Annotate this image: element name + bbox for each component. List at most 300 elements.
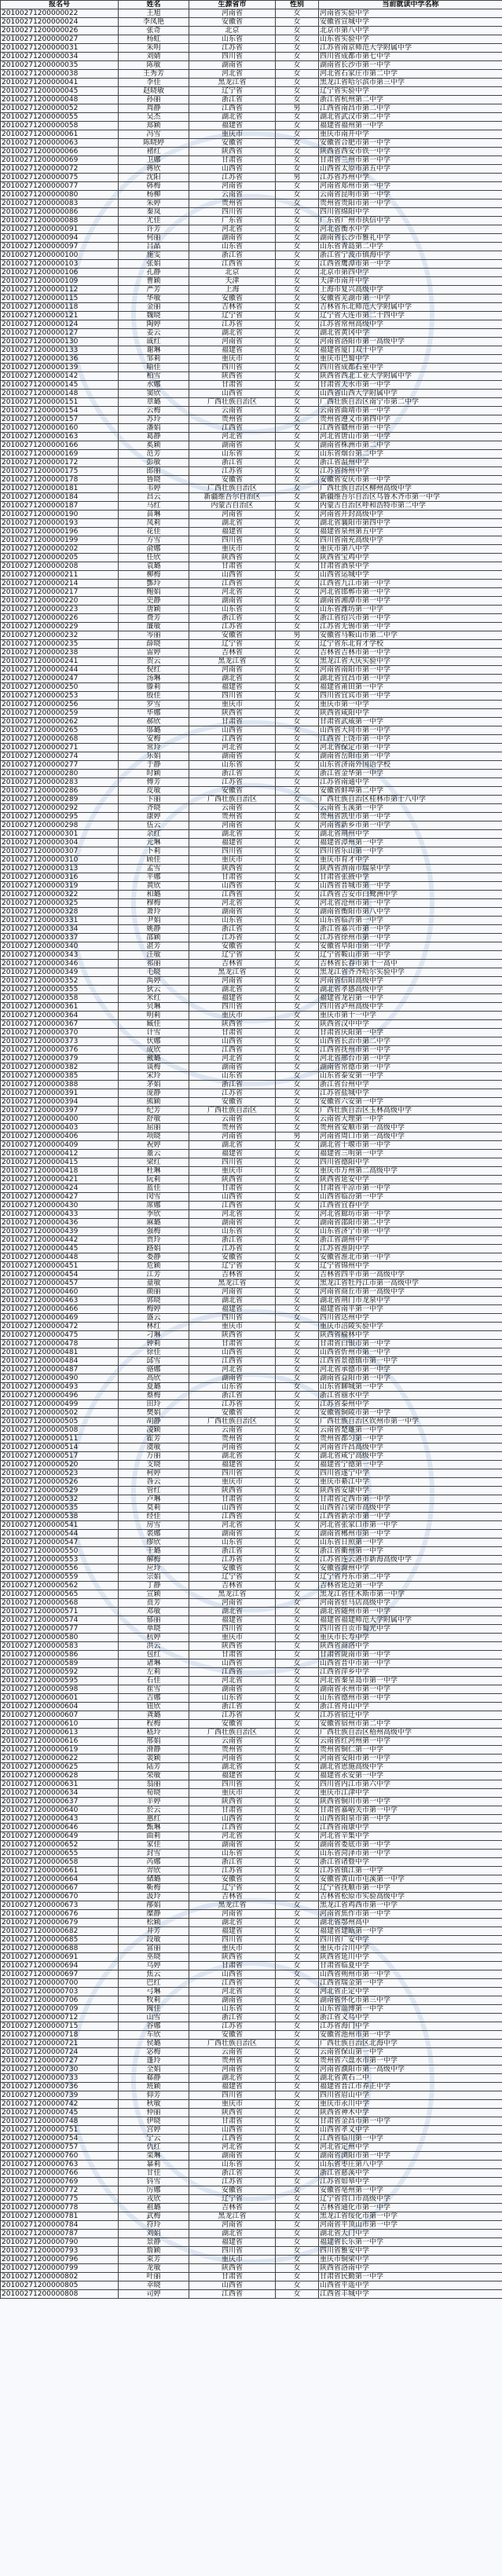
registration-number-cell: 20100271200000202 [1, 545, 119, 554]
gender-cell: 女 [276, 675, 319, 683]
current-school-cell: 四川省雅安中学 [319, 2247, 502, 2256]
student-name-cell: 水娜 [119, 381, 189, 390]
gender-cell: 女 [276, 303, 319, 312]
gender-cell: 女 [276, 640, 319, 649]
origin-province-cell: 辽宁省 [189, 87, 276, 96]
origin-province-cell: 江苏省 [189, 467, 276, 476]
current-school-cell: 贵州省都匀第一中学 [319, 1435, 502, 1444]
table-row [1, 752, 502, 761]
table-row [1, 1875, 502, 1884]
student-name-cell: 奚颖 [119, 441, 189, 450]
table-row [1, 1798, 502, 1806]
registration-number-cell: 20100271200000760 [1, 2152, 119, 2161]
table-row [1, 614, 502, 623]
origin-province-cell: 重庆市 [189, 545, 276, 554]
registration-number-cell: 20100271200000163 [1, 433, 119, 441]
current-school-cell: 四川省泸州高级中学 [319, 1003, 502, 1012]
current-school-cell: 四川省广安中学 [319, 1936, 502, 1945]
current-school-cell: 陕西省铜川市第一中学 [319, 1798, 502, 1806]
origin-province-cell: 安徽省 [189, 18, 276, 27]
origin-province-cell: 陕西省 [189, 1176, 276, 1184]
origin-province-cell: 江苏省 [189, 1400, 276, 1409]
origin-province-cell: 辽宁省 [189, 2195, 276, 2204]
table-row [1, 2161, 502, 2169]
gender-cell: 女 [276, 709, 319, 718]
registration-number-cell: 20100271200000727 [1, 2057, 119, 2066]
table-row [1, 2022, 502, 2031]
table-row [1, 1970, 502, 1979]
table-row [1, 1953, 502, 1962]
table-row [1, 718, 502, 726]
origin-province-cell: 辽宁省 [189, 312, 276, 320]
student-name-cell: 郎丽 [119, 467, 189, 476]
origin-province-cell: 福建省 [189, 1461, 276, 1469]
student-name-cell: 井芳 [119, 1927, 189, 1936]
gender-cell: 女 [276, 2212, 319, 2221]
student-name-cell: 常玲 [119, 744, 189, 752]
student-name-cell: 石佳 [119, 1677, 189, 1685]
student-name-cell: 邹莉 [119, 355, 189, 364]
gender-cell: 女 [276, 528, 319, 536]
gender-cell: 女 [276, 1590, 319, 1599]
student-name-cell: 萧玲 [119, 908, 189, 917]
origin-province-cell: 云南省 [189, 2048, 276, 2057]
registration-number-cell: 20100271200000220 [1, 597, 119, 606]
student-name-cell: 王旭 [119, 9, 189, 18]
gender-cell: 女 [276, 1452, 319, 1461]
origin-province-cell: 甘肃省 [189, 1962, 276, 1970]
registration-number-cell: 20100271200000433 [1, 1210, 119, 1219]
table-row [1, 1426, 502, 1435]
student-name-cell: 卜莉 [119, 847, 189, 856]
registration-number-cell: 20100271200000063 [1, 139, 119, 148]
gender-cell: 女 [276, 1176, 319, 1184]
registration-number-cell: 20100271200000607 [1, 1711, 119, 1720]
gender-cell: 女 [276, 1288, 319, 1297]
table-row [1, 692, 502, 701]
current-school-cell: 四川省德阳中学 [319, 1158, 502, 1167]
gender-cell: 女 [276, 338, 319, 346]
student-name-cell: 殷佳 [119, 692, 189, 701]
gender-cell: 女 [276, 1780, 319, 1789]
current-school-cell: 湖北省咸宁高级中学 [319, 1452, 502, 1461]
registration-number-cell: 20100271200000035 [1, 61, 119, 70]
table-row [1, 433, 502, 441]
table-row [1, 2221, 502, 2230]
student-name-cell: 邱雪 [119, 1357, 189, 1366]
current-school-cell: 四川省自贡市蜀光中学 [319, 1625, 502, 1634]
current-school-cell: 江苏省连云港市新海高级中学 [319, 1556, 502, 1564]
student-name-cell: 钟莉 [119, 1340, 189, 1348]
table-row [1, 1141, 502, 1150]
student-name-cell: 乌婷 [119, 1962, 189, 1970]
table-row [1, 1253, 502, 1262]
table-row [1, 839, 502, 847]
registration-number-cell: 20100271200000022 [1, 9, 119, 18]
table-row [1, 1115, 502, 1124]
registration-number-cell: 20100271200000775 [1, 2195, 119, 2204]
current-school-cell: 山东省济宁市第一中学 [319, 1228, 502, 1236]
table-row [1, 459, 502, 467]
table-row [1, 2273, 502, 2281]
gender-cell: 女 [276, 1539, 319, 1547]
registration-number-cell: 20100271200000045 [1, 87, 119, 96]
origin-province-cell: 浙江省 [189, 1858, 276, 1867]
origin-province-cell: 陕西省 [189, 1020, 276, 1029]
gender-cell: 女 [276, 1279, 319, 1288]
gender-cell: 女 [276, 2178, 319, 2186]
table-row [1, 381, 502, 390]
current-school-cell: 辽宁省丹东市第二中学 [319, 1573, 502, 1582]
gender-cell: 女 [276, 53, 319, 61]
gender-cell: 女 [276, 1573, 319, 1582]
gender-cell: 女 [276, 1029, 319, 1037]
registration-number-cell: 20100271200000421 [1, 1176, 119, 1184]
registration-number-cell: 20100271200000655 [1, 1850, 119, 1858]
gender-cell: 女 [276, 459, 319, 467]
origin-province-cell: 山东省 [189, 1072, 276, 1081]
current-school-cell: 辽宁省东北育才学校 [319, 640, 502, 649]
gender-cell: 女 [276, 1867, 319, 1875]
origin-province-cell: 江西省 [189, 260, 276, 269]
gender-cell: 女 [276, 1305, 319, 1314]
registration-number-cell: 20100271200000697 [1, 1970, 119, 1979]
current-school-cell: 江西省抚州市第一中学 [319, 1046, 502, 1055]
gender-cell: 女 [276, 1996, 319, 2005]
origin-province-cell: 河北省 [189, 899, 276, 908]
table-row [1, 821, 502, 830]
table-row [1, 1314, 502, 1323]
registration-number-cell: 20100271200000175 [1, 467, 119, 476]
student-name-cell: 符玲 [119, 2221, 189, 2230]
origin-province-cell: 吉林省 [189, 960, 276, 968]
origin-province-cell: 陕西省 [189, 2109, 276, 2117]
gender-cell: 女 [276, 588, 319, 597]
table-row [1, 1789, 502, 1798]
table-row [1, 960, 502, 968]
current-school-cell: 河北省正定中学 [319, 1988, 502, 1996]
gender-cell: 女 [276, 1348, 319, 1357]
table-row [1, 165, 502, 174]
registration-number-cell: 20100271200000568 [1, 1599, 119, 1608]
current-school-cell: 广西壮族自治区南宁市第二中学 [319, 398, 502, 407]
gender-cell: 男 [276, 631, 319, 640]
student-name-cell: 邓敏 [119, 1608, 189, 1616]
origin-province-cell: 甘肃省 [189, 718, 276, 726]
table-row [1, 1444, 502, 1452]
registration-number-cell: 20100271200000670 [1, 1893, 119, 1901]
table-row [1, 1893, 502, 1901]
table-row [1, 2212, 502, 2221]
current-school-cell: 江西省九江市第一中学 [319, 580, 502, 588]
registration-number-cell: 20100271200000451 [1, 1262, 119, 1271]
gender-cell: 男 [276, 174, 319, 182]
registration-number-cell: 20100271200000091 [1, 225, 119, 234]
current-school-cell: 云南省昆明市第一中学 [319, 191, 502, 199]
gender-cell: 女 [276, 1331, 319, 1340]
table-row [1, 709, 502, 718]
registration-number-cell: 20100271200000685 [1, 1936, 119, 1945]
origin-province-cell: 湖北省 [189, 113, 276, 122]
table-row [1, 2256, 502, 2264]
current-school-cell: 河北省衡水中学 [319, 225, 502, 234]
registration-number-cell: 20100271200000235 [1, 640, 119, 649]
table-row [1, 1210, 502, 1219]
student-name-cell: 梁红 [119, 1158, 189, 1167]
current-school-cell: 山东省日照第一中学 [319, 1539, 502, 1547]
table-row [1, 519, 502, 528]
student-name-cell: 席娜 [119, 1202, 189, 1210]
gender-cell: 女 [276, 199, 319, 208]
origin-province-cell: 重庆市 [189, 2256, 276, 2264]
origin-province-cell: 山西省 [189, 165, 276, 174]
table-row [1, 2143, 502, 2152]
registration-number-cell: 20100271200000256 [1, 701, 119, 709]
table-row [1, 1089, 502, 1098]
registration-number-cell: 20100271200000298 [1, 821, 119, 830]
table-row [1, 2186, 502, 2195]
current-school-cell: 四川省乐山第一中学 [319, 847, 502, 856]
table-row [1, 1297, 502, 1305]
table-row [1, 104, 502, 113]
table-row [1, 1435, 502, 1444]
table-row [1, 1461, 502, 1469]
table-row [1, 18, 502, 27]
student-name-cell: 安梅 [119, 735, 189, 744]
registration-number-cell: 20100271200000304 [1, 839, 119, 847]
registration-number-cell: 20100271200000400 [1, 1115, 119, 1124]
current-school-cell: 湖北省武汉市第二中学 [319, 113, 502, 122]
origin-province-cell: 河南省 [189, 1132, 276, 1141]
current-school-cell: 福建省厦门双十中学 [319, 346, 502, 355]
table-row [1, 364, 502, 372]
registration-number-cell: 20100271200000598 [1, 1685, 119, 1694]
origin-province-cell: 浙江省 [189, 925, 276, 934]
registration-number-cell: 20100271200000610 [1, 1720, 119, 1729]
current-school-cell: 湖北省恩施高级中学 [319, 1763, 502, 1772]
registration-number-cell: 20100271200000086 [1, 208, 119, 217]
registration-number-cell: 20100271200000217 [1, 588, 119, 597]
gender-cell: 女 [276, 1409, 319, 1418]
gender-cell: 女 [276, 925, 319, 934]
student-name-cell: 冯雪 [119, 130, 189, 139]
current-school-cell: 湖南省湘潭市第一中学 [319, 597, 502, 606]
current-school-cell: 湖南省邵阳市第二中学 [319, 1219, 502, 1228]
registration-number-cell: 20100271200000487 [1, 1366, 119, 1374]
current-school-cell: 安徽省黄山市屯溪第一中学 [319, 1875, 502, 1884]
table-row [1, 1867, 502, 1875]
current-school-cell: 四川省成都石室中学 [319, 364, 502, 372]
gender-cell: 女 [276, 1107, 319, 1115]
student-name-cell: 李凤艳 [119, 18, 189, 27]
table-row [1, 502, 502, 510]
student-name-cell: 车欣 [119, 2031, 189, 2040]
gender-cell: 女 [276, 778, 319, 787]
table-row [1, 735, 502, 744]
student-name-cell: 宓梅 [119, 2048, 189, 2057]
student-name-cell: 钮欣 [119, 1703, 189, 1711]
gender-cell: 女 [276, 1547, 319, 1556]
origin-province-cell: 新疆维吾尔自治区 [189, 493, 276, 502]
gender-cell: 女 [276, 899, 319, 908]
current-school-cell: 河北省沧州市第一中学 [319, 899, 502, 908]
registration-number-cell: 20100271200000325 [1, 899, 119, 908]
current-school-cell: 北京市第八中学 [319, 27, 502, 35]
gender-cell: 女 [276, 847, 319, 856]
current-school-cell: 安徽省淮北市第一中学 [319, 1253, 502, 1262]
origin-province-cell: 贵州省 [189, 2057, 276, 2066]
gender-cell: 女 [276, 2040, 319, 2048]
registration-number-cell: 20100271200000301 [1, 830, 119, 839]
current-school-cell: 甘肃省定西市第一中学 [319, 1495, 502, 1504]
table-row [1, 467, 502, 476]
student-name-cell: 贲芳 [119, 1599, 189, 1608]
student-name-cell: 家佳 [119, 1841, 189, 1850]
table-row [1, 891, 502, 899]
registration-number-cell: 20100271200000772 [1, 2186, 119, 2195]
gender-cell: 女 [276, 2126, 319, 2135]
table-row [1, 554, 502, 562]
table-row [1, 744, 502, 752]
registration-number-cell: 20100271200000262 [1, 718, 119, 726]
origin-province-cell: 湖南省 [189, 1685, 276, 1694]
student-name-cell: 骆娜 [119, 1366, 189, 1374]
registration-number-cell: 20100271200000538 [1, 1513, 119, 1521]
origin-province-cell: 山西省 [189, 1659, 276, 1668]
table-row [1, 277, 502, 286]
student-name-cell: 岑丽 [119, 631, 189, 640]
current-school-cell: 河北省秦皇岛市第一中学 [319, 1677, 502, 1685]
current-school-cell: 福建省龙岩第一中学 [319, 994, 502, 1003]
current-school-cell: 河南省驻马店高级中学 [319, 1599, 502, 1608]
gender-cell: 女 [276, 1521, 319, 1530]
current-school-cell: 江西省宜春中学 [319, 1202, 502, 1210]
origin-province-cell: 四川省 [189, 692, 276, 701]
registration-number-cell: 20100271200000106 [1, 269, 119, 277]
student-name-cell: 荀晓 [119, 1789, 189, 1798]
current-school-cell: 福建省建瓯第一中学 [319, 1927, 502, 1936]
origin-province-cell: 河南省 [189, 1444, 276, 1452]
table-row [1, 597, 502, 606]
origin-province-cell: 河南省 [189, 2221, 276, 2230]
student-name-cell: 顾佳 [119, 856, 189, 865]
registration-number-cell: 20100271200000370 [1, 1029, 119, 1037]
origin-province-cell: 甘肃省 [189, 156, 276, 165]
current-school-cell: 河北省廊坊市第一中学 [319, 1210, 502, 1219]
gender-cell: 女 [276, 735, 319, 744]
current-school-cell: 重庆市巴蜀中学 [319, 355, 502, 364]
table-row [1, 1487, 502, 1495]
student-name-cell: 班颖 [119, 2083, 189, 2091]
student-name-cell: 支晓 [119, 1461, 189, 1469]
current-school-cell: 河北省邯郸市第一中学 [319, 588, 502, 597]
student-name-cell: 范芳 [119, 450, 189, 459]
registration-number-cell: 20100271200000658 [1, 1858, 119, 1867]
current-school-cell: 河南省平顶山市第一中学 [319, 2221, 502, 2230]
gender-cell: 女 [276, 1063, 319, 1072]
current-school-cell: 湖北省襄阳市第四中学 [319, 519, 502, 528]
table-row [1, 260, 502, 269]
registration-number-cell: 20100271200000097 [1, 243, 119, 251]
student-name-cell: 幸晓 [119, 2281, 189, 2290]
origin-province-cell: 山西省 [189, 1193, 276, 1202]
current-school-cell: 湖南省娄底市第一中学 [319, 1841, 502, 1850]
table-row [1, 2264, 502, 2273]
table-row [1, 1780, 502, 1789]
student-name-cell: 滕莉 [119, 683, 189, 692]
gender-cell: 女 [276, 1098, 319, 1107]
table-row [1, 1202, 502, 1210]
table-row [1, 726, 502, 735]
table-row [1, 1824, 502, 1832]
student-name-cell: 仲丽 [119, 2109, 189, 2117]
table-row [1, 1988, 502, 1996]
origin-province-cell: 黑龙江省 [189, 1590, 276, 1599]
student-name-cell: 凌颖 [119, 1426, 189, 1435]
gender-cell: 女 [276, 1245, 319, 1253]
table-row [1, 666, 502, 675]
origin-province-cell: 江西省 [189, 1202, 276, 1210]
current-school-cell: 安徽省池州市第一中学 [319, 2031, 502, 2040]
student-name-cell: 柳梅 [119, 571, 189, 580]
table-row [1, 1150, 502, 1158]
student-name-cell: 韩梅 [119, 182, 189, 191]
origin-province-cell: 四川省 [189, 364, 276, 372]
gender-cell: 女 [276, 390, 319, 398]
registration-number-cell: 20100271200000072 [1, 165, 119, 174]
gender-cell: 女 [276, 1988, 319, 1996]
gender-cell: 女 [276, 623, 319, 631]
student-name-cell: 孔静 [119, 269, 189, 277]
current-school-cell: 内蒙古自治区呼和浩特市第二中学 [319, 502, 502, 510]
origin-province-cell: 福建省 [189, 2083, 276, 2091]
origin-province-cell: 湖南省 [189, 752, 276, 761]
origin-province-cell: 甘肃省 [189, 1495, 276, 1504]
gender-cell: 女 [276, 865, 319, 873]
gender-cell: 女 [276, 182, 319, 191]
registration-number-cell: 20100271200000694 [1, 1962, 119, 1970]
registration-number-cell: 20100271200000535 [1, 1504, 119, 1513]
current-school-cell: 山东省青岛第二中学 [319, 243, 502, 251]
registration-number-cell: 20100271200000703 [1, 1988, 119, 1996]
table-row [1, 1279, 502, 1288]
gender-cell: 女 [276, 277, 319, 286]
registration-number-cell: 20100271200000748 [1, 2117, 119, 2126]
gender-cell: 女 [276, 1426, 319, 1435]
current-school-cell: 山东省济南外国语学校 [319, 761, 502, 770]
origin-province-cell: 甘肃省 [189, 2117, 276, 2126]
student-name-cell: 左莉 [119, 1668, 189, 1677]
origin-province-cell: 贵州省 [189, 1124, 276, 1132]
registration-number-cell: 20100271200000259 [1, 709, 119, 718]
origin-province-cell: 浙江省 [189, 1703, 276, 1711]
gender-cell: 女 [276, 1037, 319, 1046]
table-header-row [1, 1, 502, 9]
gender-cell: 女 [276, 502, 319, 510]
registration-number-cell: 20100271200000181 [1, 485, 119, 493]
gender-cell: 女 [276, 942, 319, 951]
table-row [1, 761, 502, 770]
current-school-cell: 吉林省四平市第一高级中学 [319, 1271, 502, 1279]
gender-cell: 女 [276, 234, 319, 243]
registration-number-cell: 20100271200000052 [1, 104, 119, 113]
student-name-cell: 储璐 [119, 1875, 189, 1884]
registration-number-cell: 20100271200000307 [1, 847, 119, 856]
registration-number-cell: 20100271200000361 [1, 1003, 119, 1012]
student-name-cell: 褚红 [119, 148, 189, 156]
current-school-cell: 浙江省杭州第二中学 [319, 96, 502, 104]
student-name-cell: 汪敏 [119, 951, 189, 960]
